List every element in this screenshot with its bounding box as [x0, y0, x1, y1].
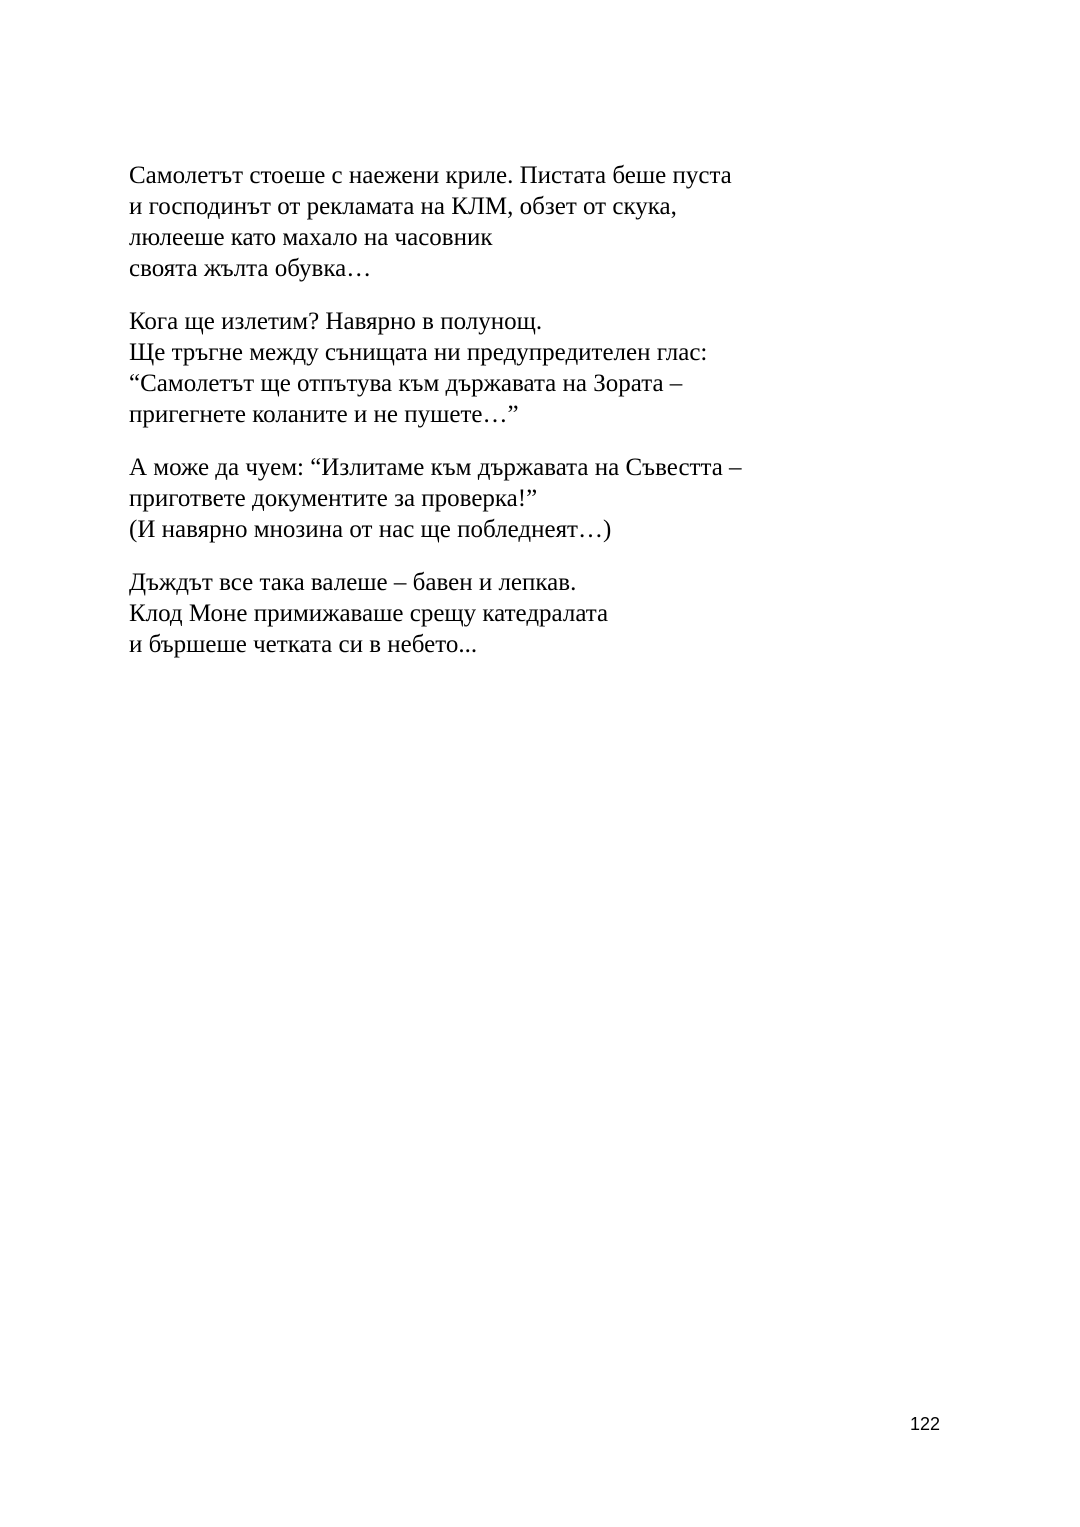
stanza-1: [129, 160, 989, 284]
stanza-2: [129, 306, 989, 430]
page-number: 122: [910, 1414, 941, 1434]
poem-line: (И навярно мнозина от нас ще побледнеят…): [129, 516, 612, 543]
poem-line: А може да чуем: “Излитаме към държавата на Съвестта –: [129, 454, 742, 481]
poem-line: Самолетът стоеше с наежени криле. Пистата беше пуста: [129, 162, 732, 189]
poem-body: [129, 160, 989, 682]
poem-line: пригегнете коланите и не пушете…”: [129, 401, 519, 428]
poem-line: своята жълта обувка…: [129, 255, 372, 282]
poem-line: “Самолетът ще отпътува към държавата на Зората –: [129, 370, 683, 397]
poem-line: и бършеше четката си в небето...: [129, 631, 478, 658]
poem-line: Клод Моне примижаваше срещу катедралата: [129, 600, 609, 627]
stanza-3: [129, 452, 989, 545]
poem-line: Кога ще излетим? Навярно в полунощ.: [129, 308, 543, 335]
poem-line: и господинът от рекламата на КЛМ, обзет от скука,: [129, 193, 677, 220]
poem-line: люлееше като махало на часовник: [129, 224, 493, 251]
stanza-4: [129, 567, 989, 660]
poem-line: Дъждът все така валеше – бавен и лепкав.: [129, 569, 577, 596]
poem-line: Ще тръгне между сънищата ни предупредителен глас:: [129, 339, 708, 366]
poem-line: пригответе документите за проверка!”: [129, 485, 538, 512]
